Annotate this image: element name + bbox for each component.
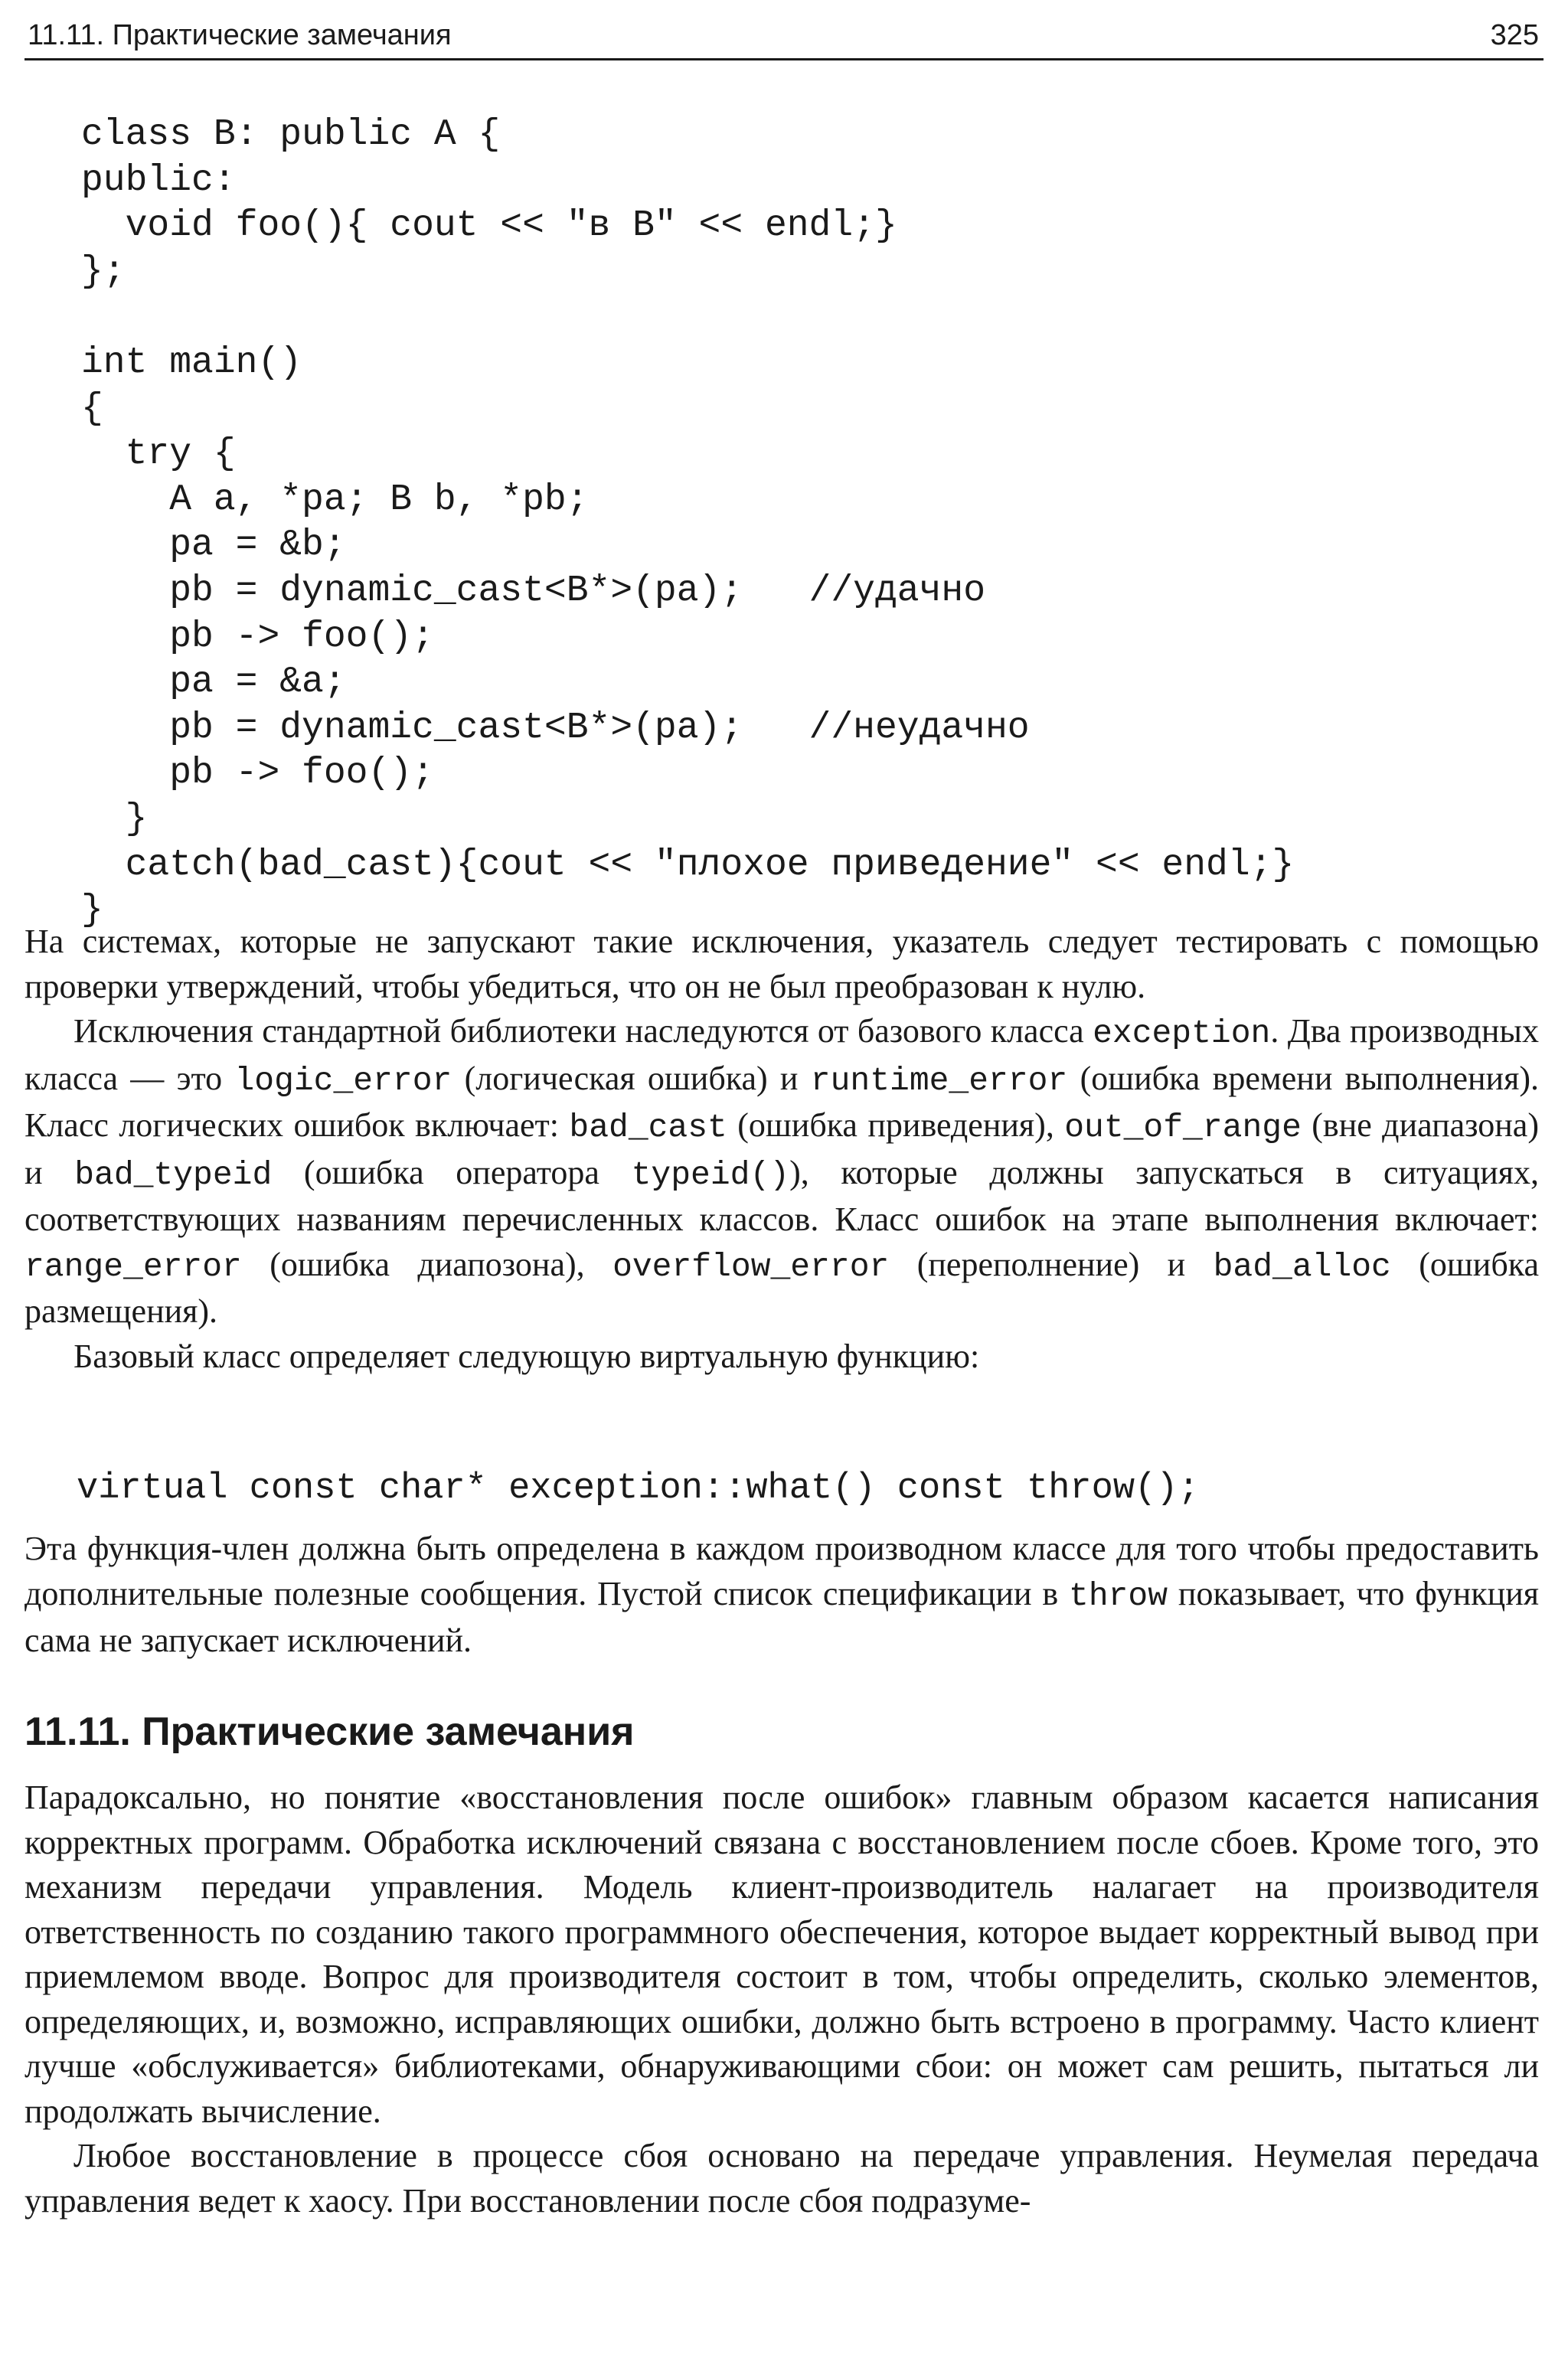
text-run: . Два производных класса — это [24,1012,1539,1097]
running-head-title: 11.11. Практические замечания [28,19,452,51]
text-run: (ошибка оператора [272,1153,632,1191]
text-run: показывает, что функция сама не запускает исключений. [24,1574,1539,1659]
code-term-out-of-range: out_of_range [1064,1109,1302,1146]
text-run: (вне диапазона) и [24,1106,1539,1191]
text-run: (переполнение) и [889,1245,1214,1283]
code-term-typeid: typeid() [631,1155,790,1194]
text-run: Исключения стандартной библиотеки наследуются от базового класса [74,1012,1093,1050]
paragraph-standard-exceptions [24,1009,1539,1334]
text-run: (ошибка времени выполнения). Класс логических ошибок включает: [24,1059,1539,1144]
body-text-middle [24,1527,1539,1664]
code-term-bad-alloc: bad_alloc [1213,1247,1391,1285]
running-head [24,12,1544,60]
page-number: 325 [1490,19,1539,51]
text-run: (логическая ошибка) и [452,1059,811,1097]
code-term-overflow-error: overflow_error [612,1247,890,1285]
code-term-logic-error: logic_error [234,1061,452,1099]
code-declaration: virtual const char* exception::what() const throw(); [77,1468,1200,1509]
text-run: ), которые должны запускаться в ситуациях, соответствующих названиям перечисленных классов. Класс ошибок на этапе выполнения включает: [24,1153,1539,1238]
code-term-throw: throw [1069,1576,1168,1615]
code-term-range-error: range_error [24,1247,242,1285]
code-term-exception: exception [1093,1014,1271,1052]
paragraph-member-function [24,1527,1539,1664]
body-text-upper [24,920,1539,1379]
code-term-bad-cast: bad_cast [569,1109,727,1146]
paragraph-control-transfer: Любое восстановление в процессе сбоя основано на передаче управления. Неумелая передача управления ведет к хаосу. При восстановлении после сбоя подразуме- [24,2137,1539,2220]
text-run: (ошибка размещения). [24,1245,1539,1330]
code-term-runtime-error: runtime_error [810,1061,1068,1099]
code-term-bad-typeid: bad_typeid [74,1155,273,1194]
paragraph-virtual-function-intro: Базовый класс определяет следующую виртуальную функцию: [74,1337,980,1375]
paragraph-assertion-note: На системах, которые не запускают такие исключения, указатель следует тестировать с помощью проверки утверждений, чтобы убедиться, что он не был преобразован к нулю. [24,923,1539,1005]
code-listing: class B: public A { public: void foo(){ cout << "в B" << endl;} }; int main() { try { A a, *pa; B b, *pb; pa = &b; pb = dynamic_cast<B*>(pa); //удачно pb -> foo(); pa = &a; pb = dynamic_cast<B*>(pa); //неудачно pb -> foo(); } catch(bad_cast){cout << "плохое приведение" << endl;} } [81,114,1295,932]
text-run: (ошибка диапозона), [241,1245,613,1283]
section-heading: 11.11. Практические замечания [24,1710,635,1754]
body-text-lower [24,1775,1539,2223]
text-run: (ошибка приведения), [727,1106,1065,1144]
text-run: Эта функция-член должна быть определена в каждом производном классе для того чтобы предоставить дополнительные полезные сообщения. Пустой список спецификации в [24,1530,1539,1612]
paragraph-error-recovery: Парадоксально, но понятие «восстановления после ошибок» главным образом касается написания корректных программ. Обработка исключений связана с восстановлением после сбоев. Кроме того, это механизм передачи управления. Модель клиент-производитель налагает на производителя ответственность по созданию такого программного обеспечения, которое выдает корректный вывод при приемлемом вводе. Вопрос для производителя состоит в том, чтобы определить, сколько элементов, определяющих, и, возможно, исправляющих ошибки, должно быть встроено в программу. Часто клиент лучше «обслуживается» библиотеками, обнаруживающими сбои: он может сам решить, пытаться ли продолжать вычисление. [24,1779,1539,2130]
